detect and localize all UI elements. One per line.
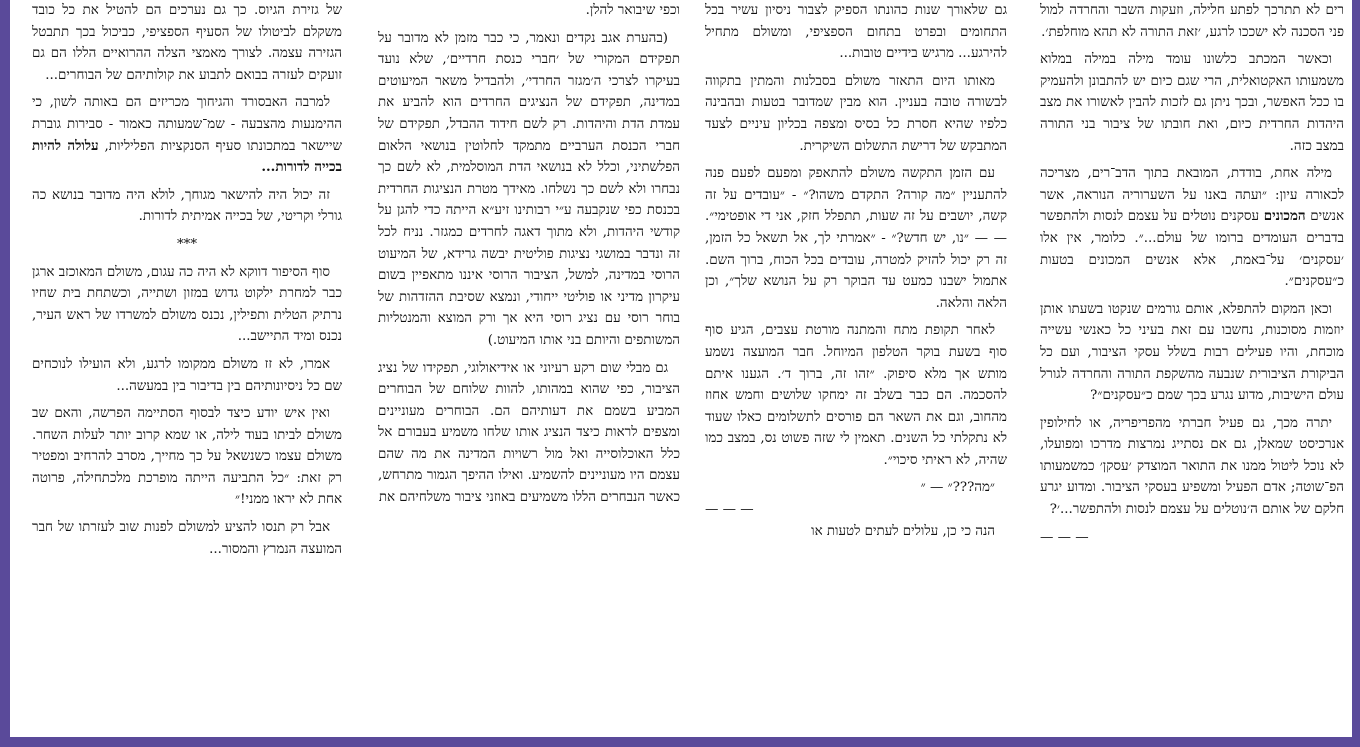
frame-left-border xyxy=(0,0,10,747)
paragraph: הנה כי כן, עלולים לעתים לטעות או xyxy=(811,523,995,539)
paragraph xyxy=(32,92,342,178)
paragraph: אבל רק תנסו להציע למשולם לפנות שוב לעזרתו של חבר המועצה הנמרץ והמסור... xyxy=(32,520,342,557)
paragraph: ואין איש יודע כיצד לבסוף הסתיימה הפרשה, והאם שב משולם לביתו בעוד לילה, או שמא קרוב יותר לעלות השחר. משולם עצמו כשנשאל על כך מחייך, מסרב להרחיב ומפטיר רק זאת: ״כל התביעה הייתה מופרכת מלכתחילה, פרוטה אחת לא יראו ממני!״ xyxy=(32,406,342,508)
paragraph: ״מה???״ — ״ xyxy=(920,480,995,496)
paragraph: זה יכול היה להישאר מגוחך, לולא היה מדובר בנושא כה גורלי וקריטי, של בכייה אמיתית לדורות. xyxy=(32,187,342,225)
paragraph: מאותו היום התאזר משולם בסבלנות והמתין בתקווה לבשורה טובה בעניין. הוא מבין שמדובר בטעות ובהבינה כלפיו שהיא חסרת כל בסיס ומצפה בכליון עיניים לצעד המתבקש של דרישת התשלום השיקרית. xyxy=(705,73,1007,154)
paragraph: רים לא תתרכך לפתע חלילה, וזעקות השבר והחרדה למול פני הסכנה לא ישככו לרגע, ׳זאת התורה לא תהא מוחלפת׳. xyxy=(1040,3,1344,40)
section-separator: — — — xyxy=(705,502,754,518)
paragraph: יתרה מכך, גם פעיל חברתי מהפריפריה, או לחילופין אנרכיסט שמאלן, גם אם נסתייג נמרצות מדרכו ומפועלו, לא נוכל ליטול ממנו את התואר המוצדק ׳עסקן׳ כמשמעותו הפ־שוטה; אדם הפעיל ומשפיע בעסקי הציבור. ומדוע יגרע חלקם של אותם ה׳נוטלים על עצמם לנסות ולהתפשר...׳? xyxy=(1040,415,1344,518)
bold-phrase: עלולה להיות בכייה לדורות... xyxy=(32,137,342,176)
section-separator: *** xyxy=(176,236,198,252)
paragraph: וכאשר המכתב כלשונו עומד מילה במילה במלוא משמעותו האקטואלית, הרי שגם כיום יש להתבונן ולהעמיק בו ככל האפשר, ובכך ניתן גם לזכות להבין לאשורו את מצב היהדות החרדית כיום, ואת חובתו של ציבור בני התורה במצב כזה. xyxy=(1040,52,1344,154)
text-column-4 xyxy=(32,0,342,728)
text-column-1 xyxy=(1040,0,1344,728)
paragraph: אמרו, לא זז משולם ממקומו לרגע, ולא הועילו לנוכחים שם כל ניסיונותיהם בין בדיבור בין במעשה... xyxy=(32,356,342,394)
paragraph: לאחר תקופת מתח והמתנה מורטת עצבים, הגיע סוף סוף בשעת בוקר הטלפון המיוחל. חבר המועצה נשמע מותש אך מלא סיפוק. ״זהו זה, ברוך ד׳. הגענו איתם להסכמה. הם כבר בשלב זה ימחקו שלושים וחמש אחוז מהחוב, וגם את השאר הם פורסים לתשלומים כאלו שעוד לא נתקלתי כל השנים. תאמין לי שזה פשוט נס, במצב כמו שהיה, לא ראיתי סיכוי״. xyxy=(705,323,1007,468)
text-column-2 xyxy=(705,0,1007,728)
bold-phrase: המכונים xyxy=(1263,208,1306,225)
text-column-3 xyxy=(378,0,680,728)
paragraph: סוף הסיפור דווקא לא היה כה עגום, משולם המאוכזב ארגן כבר למחרת ילקוט גדוש במזון ושתייה, וכשתחת בית שחיו נרתיק הטלית ותפילין, נכנס משולם למשרדו של ראש העיר, נכנס ומיד התיישב... xyxy=(32,264,342,345)
paragraph: מילה אחת, בודדת, המובאת בתוך הדב־רים, מצריכה לכאורה עיון: ״ועתה באנו על השערוריה הנוראה, אשר אנשים המכונים עסקנים נוטלים על עצמם לנסות ולהתפשר בדברים העומדים ברומו של עולם...״. כלומר, אין אלו ׳עסקנים׳ על־באמת, אלא אנשים המכונים בטעות כ״עסקנים״. xyxy=(1040,166,1344,290)
paragraph: גם שלאורך שנות כהונתו הספיק לצבור ניסיון עשיר בכל התחומים ובפרט בתחום הספציפי, ומשולם מתחיל להירגע... מרגיש בידיים טובות... xyxy=(705,3,1007,62)
paragraph: וכפי שיבואר להלן. xyxy=(585,3,680,18)
frame-right-border xyxy=(1352,0,1360,747)
newspaper-page xyxy=(18,0,1344,733)
paragraph: גם מבלי שום רקע רעיוני או אידיאולוגי, תפקידו של נציג הציבור, כפי שהוא במהותו, להוות שלוחם של הבוחרים המביע בשמם את דעותיהם הם. הבוחרים מעוניינים ומצפים לראות כיצד הנציג אותו שלחו משמיע בעבורם אל כלל האוכלוסייה ואל מול רשויות המדינה את מה שהם עצמם היו מעוניינים להשמיע. ואילו ההיפך הגמור מתרחש, כאשר הנבחרים הללו משמיעים באוזני ציבור משלחיהם את xyxy=(378,360,680,506)
paragraph-text: למרבה האבסורד והגיחוך מכריזים הם באותה לשון, כי ההימנעות מהצבעה - שמ־שמעותה כאמור - סבירות גוברת שיישאר במתכונתו סעיף הסנקציות הפליליות, xyxy=(32,95,342,154)
paragraph: וכאן המקום להתפלא, אותם גורמים שנקטו בשעתו אותן יוזמות מסוכנות, נחשבו עם זאת בעיני כל כאנשי עשייה מוכחת, והיו פעילים רבות בשלל עסקי הציבור, ועם כל הביקורת הציבורית שנבעה מהשקפת התורה והחרדה לגורל עולם הישיבות, מדוע נגרע בכך שמם כ״עסקנים״? xyxy=(1040,301,1344,404)
paragraph: (בהערת אגב נקדים ונאמר, כי כבר מזמן לא מדובר על תפקידם המקורי של ׳חברי כנסת חרדיים׳, שלא נועד בעיקרו לצרכי ה׳מגזר החרדי׳, ולהבדיל משאר המיעוטים במדינה, תפקידם של הנציגים החרדים הוא להביע את עמדת הדת והיהדות. רק לשם חידוד ההבדל, תפקידם של חברי הכנסת הערביים מתמקד לחלוטין בנושאי הלאום הפלשתיני, וכלל לא בנושאי הדת המוסלמית, לא לשם כך נבחרו ולא לשם כך נשלחו. מאידך מטרת הנציגות החרדית בכנסת כפי שנקבעה ע״י רבותינו זיע״א הייתה כדי להגן על קודשי היהדות, ולא מתוך דאגה לחרדים כמגזר. נניח לכל זה ונדבר במושגי נציגות פוליטית יבשה גרידא, של המיעוט הרוסי במדינה, למשל, הציבור הרוסי איננו מתאפיין בשום עיקרון מדיני או פוליטי ייחודי, ונמצא שסיבת ההזדהות של בוחר רוסי עם נציג רוסי היא אך ורק המוצא והמנטליות המשותפים והיותם בני אותו המיעוט.) xyxy=(378,30,680,348)
paragraph: של גזירת הגיוס. כך גם נערכים הם להטיל את כל כובד משקלם לביטולו של הסעיף הספציפי, כביכול בכך תתבטל הגזירה עצמה. לצורך מאמצי הצלה ההרואיים הללו הם גם זועקים לעזרה בבואם לתבוע את קולותיהם של הבוחרים... xyxy=(32,3,342,83)
paragraph: עם הזמן התקשה משולם להתאפק ומפעם לפעם פנה להתעניין ״מה קורה? התקדם משהו?״ - ״עובדים על זה קשה, יושבים על זה שעות, תתפלל חזק, אני די אופטימי״. — — ״נו, יש חדש?״ - ״אמרתי לך, אל תשאל כל הזמן, זה רק יכול להזיק למטרה, עובדים בכל הכוח, ברוך השם. אתמול ישבנו כמעט עד הבוקר רק על הנושא שלך״, וכן הלאה והלאה. xyxy=(705,166,1007,311)
frame-bottom-border xyxy=(0,737,1360,747)
section-separator: — — — xyxy=(1040,529,1089,545)
